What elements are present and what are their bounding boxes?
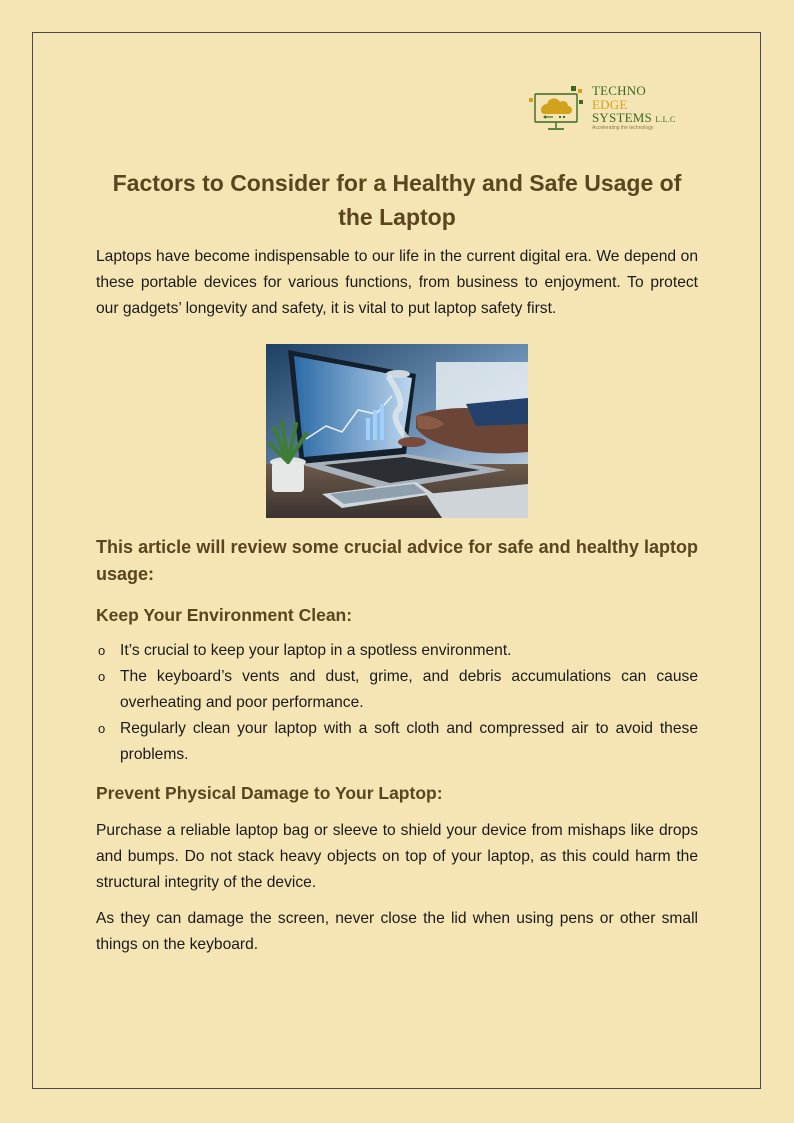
logo-tagline: Accelerating the technology (592, 125, 654, 131)
logo-llc: L.L.C (655, 115, 676, 124)
bullet-marker: o (98, 669, 106, 684)
list-item (96, 638, 698, 664)
prevent-damage-paragraph-2: As they can damage the screen, never close the lid when using pens or other small things on the keyboard. (96, 910, 698, 953)
company-logo (529, 84, 699, 136)
logo-line-techno: TECHNO (592, 83, 646, 98)
article-body (96, 166, 698, 958)
clean-environment-list (96, 638, 698, 768)
list-item (96, 664, 698, 716)
logo-wordmark (592, 84, 675, 127)
section-heading-prevent-damage: Prevent Physical Damage to Your Laptop: (96, 783, 443, 803)
laptop-hourglass-photo (266, 344, 528, 518)
list-item-text: The keyboard’s vents and dust, grime, and debris accumulations can cause overheating and poor performance. (120, 668, 698, 711)
list-item (96, 716, 698, 768)
article-subheading: This article will review some crucial advice for safe and healthy laptop usage: (96, 537, 698, 584)
bullet-marker: o (98, 643, 106, 658)
bullet-marker: o (98, 721, 106, 736)
article-title: Factors to Consider for a Healthy and Safe Usage of the Laptop (112, 170, 682, 230)
list-item-text: It’s crucial to keep your laptop in a spotless environment. (120, 642, 512, 659)
prevent-damage-paragraph-1: Purchase a reliable laptop bag or sleeve to shield your device from mishaps like drops and bumps. Do not stack heavy objects on top of your laptop, as this could harm the structural integrity of the device. (96, 822, 698, 891)
logo-line-systems: SYSTEMS (592, 110, 652, 125)
section-heading-clean-environment: Keep Your Environment Clean: (96, 605, 353, 625)
list-item-text: Regularly clean your laptop with a soft cloth and compressed air to avoid these problems. (120, 720, 698, 763)
cloud-monitor-logo-icon (529, 86, 587, 134)
logo-line-edge: EDGE (592, 96, 628, 112)
intro-paragraph: Laptops have become indispensable to our life in the current digital era. We depend on these portable devices for various functions, from business to enjoyment. To protect our gadgets’ longevity and safety, it is vital to put laptop safety first. (96, 248, 698, 317)
